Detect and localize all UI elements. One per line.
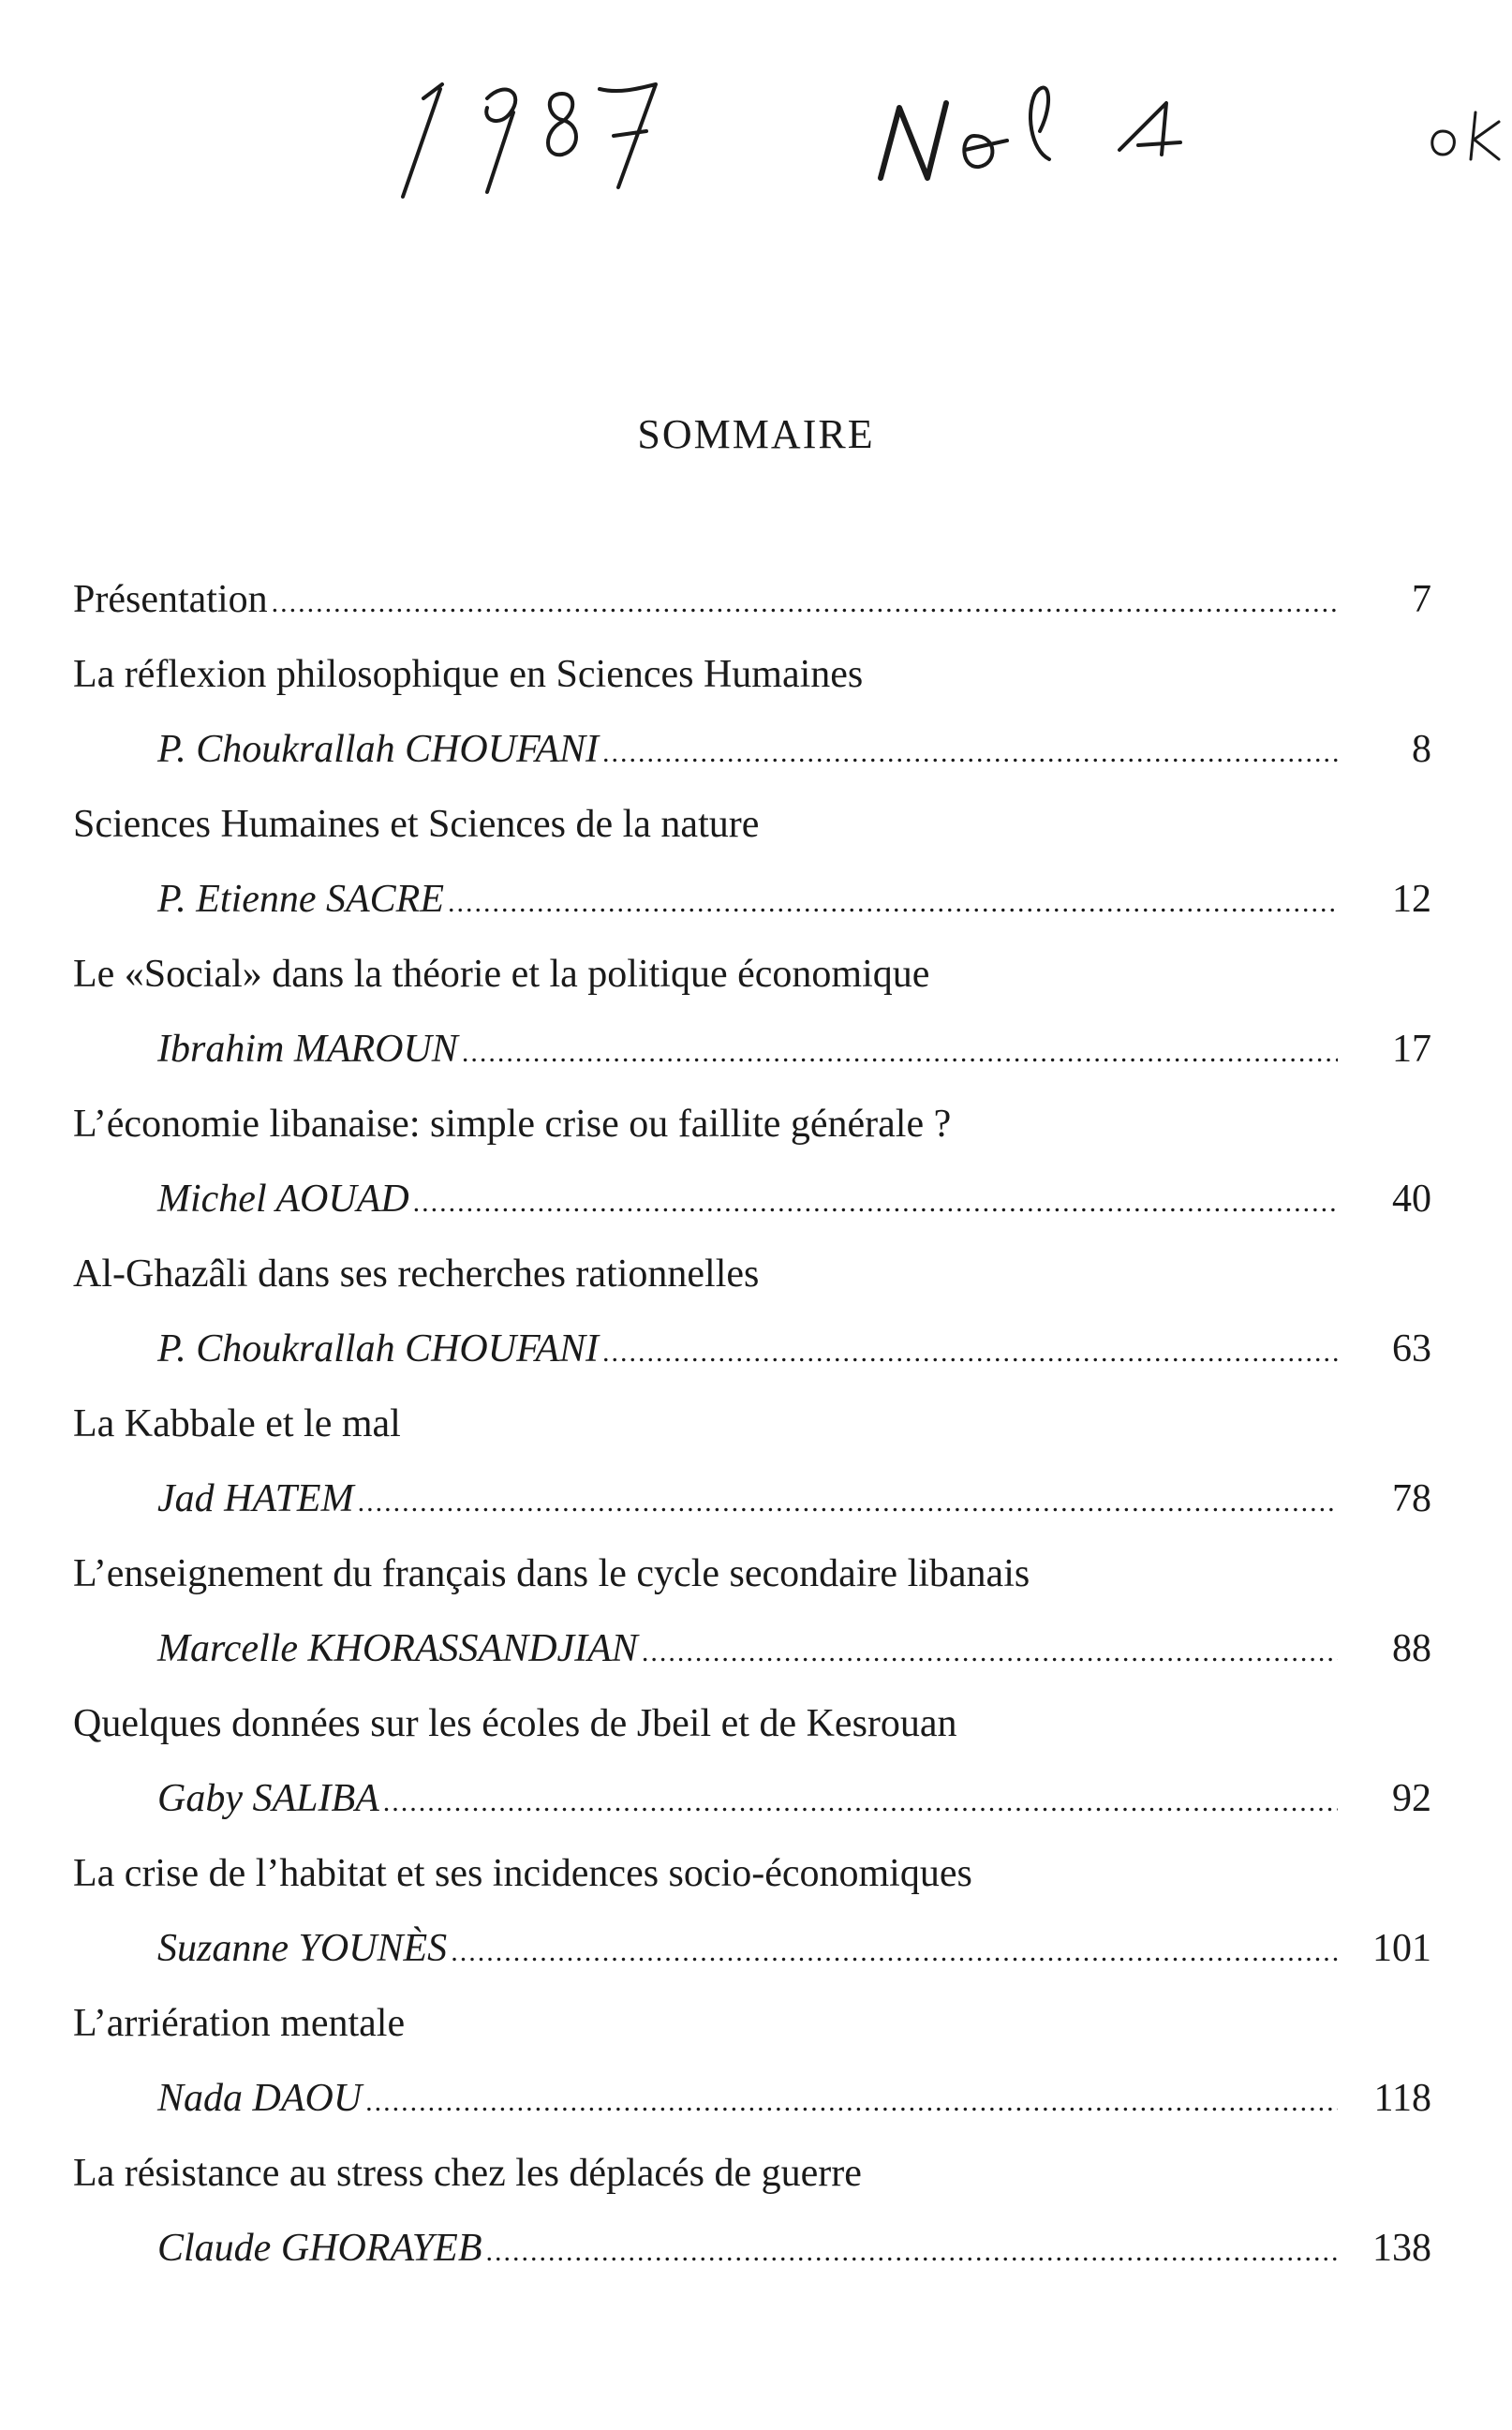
dot-leader [365,2065,1338,2140]
toc-article-author-row [73,2061,1431,2136]
article-author: P. Choukrallah CHOUFANI [157,728,599,771]
article-title: Sciences Humaines et Sciences de la nature [73,803,760,846]
toc-article-author-row [73,1162,1431,1237]
toc-article-author-row [73,1012,1431,1087]
toc-article-title-row [73,1986,1431,2061]
toc-article-title-row [73,1386,1431,1461]
article-title: L’économie libanaise: simple crise ou faillite générale ? [73,1103,952,1146]
article-author: Marcelle KHORASSANDJIAN [157,1627,638,1670]
dot-leader [448,866,1338,941]
page-number: 17 [1392,1028,1431,1071]
article-title: Quelques données sur les écoles de Jbeil et de Kesrouan [73,1702,957,1745]
article-title: La réflexion philosophique en Sciences Humaines [73,653,864,696]
toc-article-title-row [73,2136,1431,2211]
dot-leader [462,1015,1338,1090]
page-number: 40 [1392,1178,1431,1221]
page-number: 8 [1412,728,1431,771]
article-title: Le «Social» dans la théorie et la politique économique [73,953,930,996]
page-number: 7 [1412,578,1431,621]
dot-leader [451,1915,1338,1990]
article-author: Jad HATEM [157,1477,354,1520]
article-author: Nada DAOU [157,2077,363,2120]
page-title: SOMMAIRE [637,411,875,457]
toc-article-author-row [73,1461,1431,1536]
toc-article-author-row [73,862,1431,937]
toc-article-author-row [73,1761,1431,1836]
page-number: 78 [1392,1477,1431,1520]
toc-article-title-row [73,1237,1431,1311]
article-title: La Kabbale et le mal [73,1402,401,1445]
article-author: Michel AOUAD [157,1178,409,1221]
dot-leader [272,566,1338,641]
toc-article-title-row [73,1686,1431,1761]
toc-article-title-row [73,1536,1431,1611]
toc-article-title-row [73,787,1431,862]
toc-article-title-row [73,637,1431,712]
page-number: 88 [1392,1627,1431,1670]
article-title: Al-Ghazâli dans ses recherches rationnelles [73,1252,760,1296]
article-author: P. Etienne SACRE [157,878,444,921]
dot-leader [602,716,1338,791]
article-title: L’arriération mentale [73,2002,406,2045]
toc-article-author-row [73,712,1431,787]
page-number: 138 [1372,2227,1431,2270]
dot-leader [485,2215,1338,2289]
table-of-contents [73,562,1431,2286]
page-number: 118 [1373,2077,1431,2120]
handwriting-drawing [0,37,1512,225]
article-author: Suzanne YOUNÈS [157,1927,448,1970]
article-author: Gaby SALIBA [157,1777,379,1820]
toc-article-title-row [73,937,1431,1012]
toc-intro-label: Présentation [73,578,268,621]
toc-article-list [73,637,1431,2286]
article-author: Ibrahim MAROUN [157,1028,458,1071]
article-title: La crise de l’habitat et ses incidences socio-économiques [73,1852,972,1895]
dot-leader [358,1465,1338,1540]
toc-article-author-row [73,2211,1431,2286]
toc-article-author-row [73,1311,1431,1386]
toc-article-author-row [73,1911,1431,1986]
toc-article-author-row [73,1611,1431,1686]
page-number: 12 [1392,878,1431,921]
toc-article-title-row [73,1836,1431,1911]
handwritten-annotation [0,37,1512,225]
dot-leader [602,1315,1338,1390]
page-number: 63 [1392,1327,1431,1371]
article-author: Claude GHORAYEB [157,2227,482,2270]
page-number: 92 [1392,1777,1431,1820]
article-author: P. Choukrallah CHOUFANI [157,1327,599,1371]
article-title: L’enseignement du français dans le cycle secondaire libanais [73,1552,1030,1595]
dot-leader [413,1165,1338,1240]
article-title: La résistance au stress chez les déplacés de guerre [73,2152,862,2195]
toc-entry-intro [73,562,1431,637]
dot-leader [642,1615,1338,1690]
dot-leader [383,1765,1338,1840]
page-number: 101 [1372,1927,1431,1970]
toc-article-title-row [73,1087,1431,1162]
